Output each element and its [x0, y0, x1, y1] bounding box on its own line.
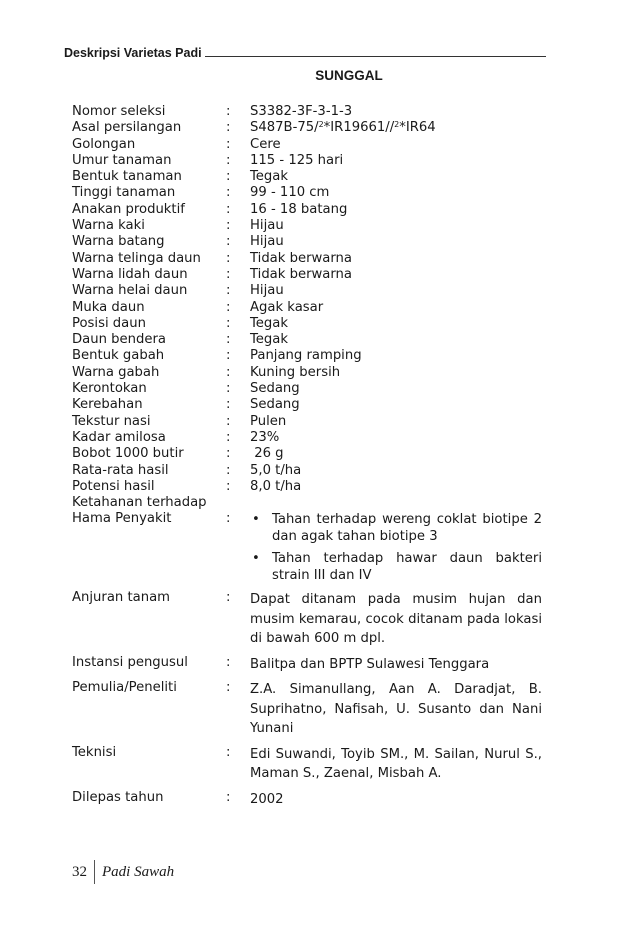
row-label: Tekstur nasi [72, 413, 151, 429]
row-colon: : [226, 332, 231, 348]
row-value: Pulen [250, 413, 287, 429]
row-colon: : [226, 315, 231, 331]
table-row [72, 218, 542, 234]
table-row [72, 283, 542, 299]
row-colon: : [226, 136, 231, 152]
table-row [72, 169, 542, 185]
row-colon: : [226, 654, 231, 670]
bullet-item [250, 550, 542, 584]
row-colon: : [226, 381, 231, 397]
variety-title: SUNGGAL [315, 68, 383, 83]
row-label: Tinggi tanaman [72, 185, 176, 201]
row-value: Tegak [250, 169, 289, 185]
row-value: Tegak [250, 332, 289, 348]
bullet-icon: • [252, 551, 260, 567]
row-label: Umur tanaman [72, 152, 172, 168]
page-footer [72, 860, 174, 884]
table-row [72, 234, 542, 250]
table-row [72, 790, 542, 810]
table-row [72, 202, 542, 218]
row-label: Warna gabah [72, 364, 160, 380]
row-label: Warna batang [72, 234, 165, 250]
row-label: Instansi pengusul [72, 654, 188, 670]
row-colon: : [226, 283, 231, 299]
value-part: S487B-75/ [250, 120, 319, 136]
row-label: Rata-rata hasil [72, 462, 169, 478]
row-colon: : [226, 397, 231, 413]
row-colon: : [226, 364, 231, 380]
row-label: Ketahanan terhadap [72, 495, 207, 511]
row-value: Tidak berwarna [250, 266, 352, 282]
row-label: Asal persilangan [72, 120, 182, 136]
row-label: Warna lidah daun [72, 266, 188, 282]
row-label: Bobot 1000 butir [72, 446, 184, 462]
row-value: 115 - 125 hari [250, 152, 344, 168]
row-colon: : [226, 744, 231, 760]
row-colon: : [226, 299, 231, 315]
table-row [72, 267, 542, 283]
row-label: Nomor seleksi [72, 104, 166, 119]
table-row [72, 479, 542, 495]
row-colon: : [226, 348, 231, 364]
page-number: 32 [72, 863, 87, 880]
row-label: Bentuk gabah [72, 348, 165, 364]
row-colon: : [226, 446, 231, 462]
description-table [72, 104, 542, 809]
resistance-list [250, 511, 542, 584]
superscript: 2 [318, 120, 324, 130]
row-colon: : [226, 413, 231, 429]
row-value: Edi Suwandi, Toyib SM., M. Sailan, Nurul S., Maman S., Zaenal, Misbah A. [250, 746, 542, 782]
value-part: *IR19661// [323, 120, 395, 136]
row-value: Panjang ramping [250, 348, 362, 364]
book-title: Padi Sawah [102, 863, 175, 880]
row-label: Muka daun [72, 299, 145, 315]
row-colon: : [226, 789, 231, 805]
row-colon: : [226, 266, 231, 282]
table-row [72, 348, 542, 364]
row-label: Kadar amilosa [72, 429, 166, 445]
row-label: Warna helai daun [72, 283, 188, 299]
row-value: Tegak [250, 315, 289, 331]
row-label: Warna telinga daun [72, 250, 201, 266]
row-colon: : [226, 680, 231, 696]
row-colon: : [226, 218, 231, 234]
characteristics-list [72, 104, 542, 495]
table-row-resistance [72, 511, 542, 584]
table-row [72, 153, 542, 169]
row-value [250, 120, 542, 136]
row-value: 26 g [250, 446, 284, 462]
table-row [72, 104, 542, 120]
row-colon: : [226, 590, 231, 606]
row-value: Balitpa dan BPTP Sulawesi Tenggara [250, 656, 490, 672]
row-value: Sedang [250, 381, 300, 397]
row-label: Golongan [72, 136, 136, 152]
row-colon: : [226, 120, 231, 136]
bullet-icon: • [252, 512, 260, 528]
institution-list [72, 584, 542, 809]
table-row [72, 680, 542, 739]
row-value: Dapat ditanam pada musim hujan dan musim kemarau, cocok ditanam pada lokasi di bawah 600 m dpl. [250, 592, 542, 647]
bullet-text: Tahan terhadap wereng coklat biotipe 2 dan agak tahan biotipe 3 [272, 512, 542, 545]
row-colon: : [226, 250, 231, 266]
table-row [72, 120, 542, 136]
table-row [72, 590, 542, 649]
row-colon: : [226, 185, 231, 201]
table-row [72, 446, 542, 462]
table-row [72, 414, 542, 430]
row-colon: : [226, 511, 231, 527]
row-value: 16 - 18 batang [250, 201, 348, 217]
table-row [72, 463, 542, 479]
row-label: Anakan produktif [72, 201, 185, 217]
table-row [72, 316, 542, 332]
row-colon: : [226, 478, 231, 494]
table-row [72, 332, 542, 348]
footer-divider [94, 860, 95, 884]
row-label: Pemulia/Peneliti [72, 680, 177, 696]
row-label: Kerontokan [72, 381, 147, 397]
row-value: Agak kasar [250, 299, 324, 315]
table-row [72, 300, 542, 316]
row-colon: : [226, 429, 231, 445]
table-row [72, 430, 542, 446]
row-label: Posisi daun [72, 315, 146, 331]
bullet-item [250, 511, 542, 545]
table-row [72, 745, 542, 784]
running-header [64, 46, 546, 60]
table-row [72, 365, 542, 381]
row-label: Potensi hasil [72, 478, 155, 494]
table-row [72, 381, 542, 397]
row-label: Warna kaki [72, 218, 145, 234]
row-value: Tidak berwarna [250, 250, 352, 266]
row-value: Cere [250, 136, 281, 152]
row-colon: : [226, 104, 231, 119]
row-value: 2002 [250, 791, 284, 807]
row-value: 99 - 110 cm [250, 185, 330, 201]
row-label: Anjuran tanam [72, 590, 170, 606]
row-value: 5,0 t/ha [250, 462, 302, 478]
row-label: Bentuk tanaman [72, 169, 182, 185]
row-value: 8,0 t/ha [250, 478, 302, 494]
row-value: Hijau [250, 218, 284, 234]
row-colon: : [226, 234, 231, 250]
header-title: Deskripsi Varietas Padi [64, 46, 202, 60]
row-colon: : [226, 201, 231, 217]
row-value: Hijau [250, 234, 284, 250]
row-value: Sedang [250, 397, 300, 413]
value-part: *IR64 [399, 120, 436, 136]
variety-title-container [0, 68, 638, 83]
bullet-text: Tahan terhadap hawar daun bakteri strain III dan IV [272, 551, 542, 584]
row-value: 23% [250, 429, 280, 445]
row-label: Daun bendera [72, 332, 166, 348]
row-colon: : [226, 152, 231, 168]
table-row [72, 397, 542, 413]
row-label: Hama Penyakit [72, 511, 172, 527]
table-row [72, 655, 542, 675]
row-colon: : [226, 169, 231, 185]
table-row-resistance-heading [72, 495, 542, 511]
row-label: Dilepas tahun [72, 789, 164, 805]
row-value: Kuning bersih [250, 364, 341, 380]
row-label: Kerebahan [72, 397, 143, 413]
header-rule [205, 56, 546, 57]
row-value: S3382-3F-3-1-3 [250, 104, 353, 119]
row-value: Hijau [250, 283, 284, 299]
table-row [72, 137, 542, 153]
table-row [72, 185, 542, 201]
table-row [72, 251, 542, 267]
row-label: Teknisi [72, 744, 117, 760]
row-value: Z.A. Simanullang, Aan A. Daradjat, B. Suprihatno, Nafisah, U. Susanto dan Nani Yunani [250, 682, 542, 737]
row-colon: : [226, 462, 231, 478]
superscript: 2 [394, 120, 400, 130]
